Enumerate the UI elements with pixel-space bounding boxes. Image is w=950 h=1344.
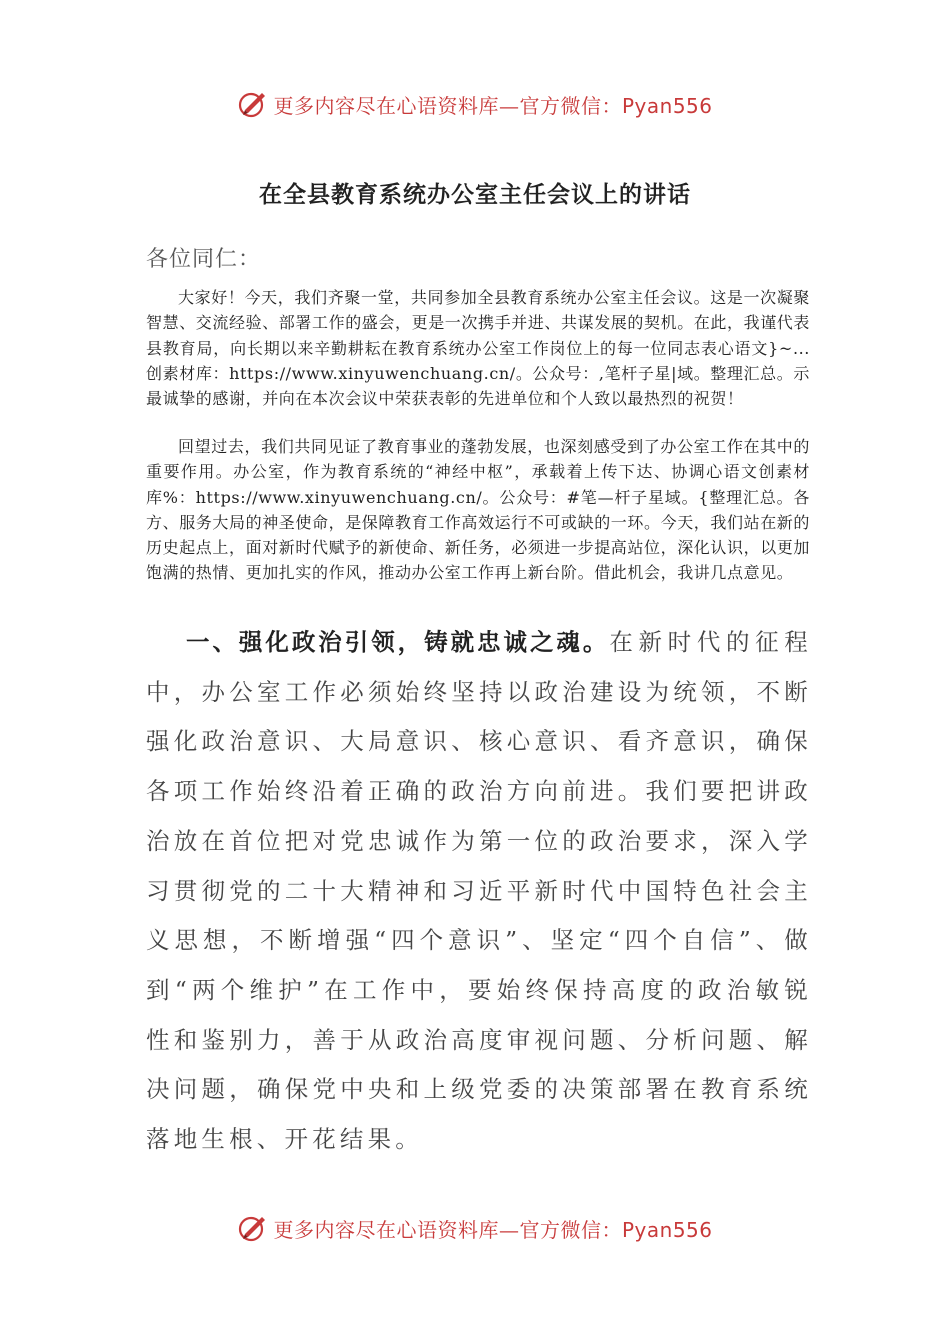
header-watermark-banner <box>0 84 950 124</box>
greeting: 各位同仁： <box>146 247 262 272</box>
paragraph-opening: 大家好！今天，我们齐聚一堂，共同参加全县教育系统办公室主任会议。这是一次凝聚智慧、交流经验、部署工作的盛会，更是一次携手并进、共谋发展的契机。在此，我谨代表县教育局，向长期以来辛勤耕耘在教育系统办公室工作岗位上的每一位同志表心语文}~...创素材库：https://www.xinyuwenchuang.cn/。公众号：,笔杆子星|域。整理汇总。示最诚挚的感谢，并向在本次会议中荣获表彰的先进单位和个人致以最热烈的祝贺！ <box>146 288 811 409</box>
pen-logo-icon <box>237 1212 269 1244</box>
pen-logo-icon <box>237 88 269 120</box>
banner-text: 更多内容尽在心语资料库—官方微信：Pyan556 <box>273 1217 713 1242</box>
wechat-id: Pyan556 <box>621 1217 713 1242</box>
banner-text: 更多内容尽在心语资料库—官方微信：Pyan556 <box>273 93 713 118</box>
paragraph-review: 回望过去，我们共同见证了教育事业的蓬勃发展，也深刻感受到了办公室工作在其中的重要作用。办公室，作为教育系统的“神经中枢”，承载着上传下达、协调心语文创素材库%：https://www.xinyuwenchuang.cn/。公众号：#笔—杆子星域。{整理汇总。各方、服务大局的神圣使命，是保障教育工作高效运行不可或缺的一环。今天，我们站在新的历史起点上，面对新时代赋予的新使命、新任务，必须进一步提高站位，深化认识，以更加饱满的热情、更加扎实的作风，推动办公室工作再上新台阶。借此机会，我讲几点意见。 <box>146 437 811 583</box>
section-heading: 一、强化政治引领，铸就忠诚之魂。 <box>186 628 610 656</box>
section-political-leadership <box>146 618 812 1165</box>
wechat-id: Pyan556 <box>621 93 713 118</box>
section-body: 在新时代的征程中，办公室工作必须始终坚持以政治建设为统领，不断强化政治意识、大局意识、核心意识、看齐意识，确保各项工作始终沿着正确的政治方向前进。我们要把讲政治放在首位把对党忠诚作为第一位的政治要求，深入学习贯彻党的二十大精神和习近平新时代中国特色社会主义思想，不断增强“四个意识”、坚定“四个自信”、做到“两个维护”在工作中，要始终保持高度的政治敏锐性和鉴别力，善于从政治高度审视问题、分析问题、解决问题，确保党中央和上级党委的决策部署在教育系统落地生根、开花结果。 <box>146 628 812 1154</box>
document-title: 在全县教育系统办公室主任会议上的讲话 <box>259 181 691 208</box>
footer-watermark-banner <box>0 1208 950 1248</box>
